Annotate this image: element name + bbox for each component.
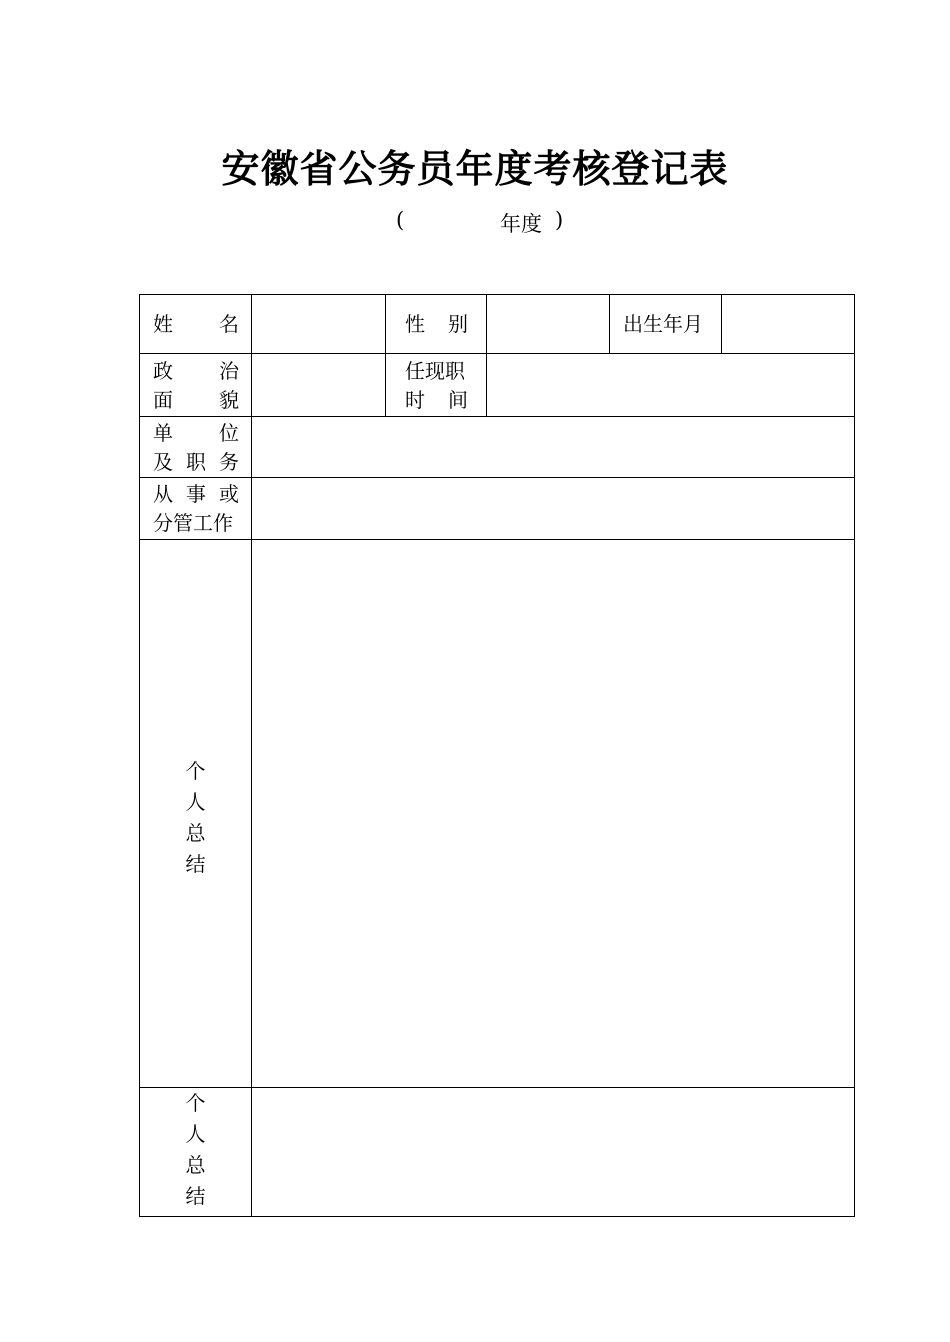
summary-label-char: 总 <box>185 821 206 845</box>
summary2-field[interactable] <box>252 1088 854 1216</box>
tenure-field[interactable] <box>487 354 854 417</box>
political-label-char: 政 <box>153 359 173 383</box>
summary-field[interactable] <box>252 540 854 1088</box>
tenure-label-line1: 任现职 <box>405 359 465 383</box>
summary2-label-char: 总 <box>185 1153 206 1177</box>
year-label: 年度 <box>500 212 542 236</box>
political-label-cell <box>140 354 252 417</box>
work-label-line2: 分管工作 <box>153 511 233 535</box>
summary2-label-char: 个 <box>185 1091 206 1115</box>
tenure-label-char: 间 <box>448 388 468 412</box>
summary-label-char: 个 <box>185 759 206 783</box>
work-label-char: 从 <box>153 482 173 506</box>
political-label-char: 貌 <box>219 388 239 412</box>
form-title: 安徽省公务员年度考核登记表 <box>221 147 729 191</box>
year-open-paren: ( <box>396 208 405 232</box>
work-field[interactable] <box>252 478 854 540</box>
summary-label-char: 结 <box>185 852 206 876</box>
unit-label-char: 单 <box>153 421 173 445</box>
unit-label-cell <box>140 417 252 478</box>
unit-label-char: 务 <box>219 450 239 474</box>
unit-label-char: 及 <box>153 450 173 474</box>
summary2-label-char: 人 <box>185 1122 206 1146</box>
political-label-char: 面 <box>153 388 173 412</box>
summary-label-char: 人 <box>185 790 206 814</box>
birth-label: 出生年月 <box>623 312 703 336</box>
name-field[interactable] <box>252 295 386 354</box>
birth-label-cell <box>610 295 722 354</box>
tenure-label-char: 时 <box>405 388 425 412</box>
summary-label-cell <box>140 540 252 1088</box>
unit-field[interactable] <box>252 417 854 478</box>
work-label-char: 或 <box>219 482 239 506</box>
work-label-char: 事 <box>186 482 206 506</box>
political-field[interactable] <box>252 354 386 417</box>
name-label-char: 名 <box>219 312 239 336</box>
summary2-label-char: 结 <box>185 1184 206 1208</box>
name-label-cell <box>140 295 252 354</box>
unit-label-char: 位 <box>219 421 239 445</box>
political-label-char: 治 <box>219 359 239 383</box>
name-label-char: 姓 <box>153 312 173 336</box>
summary2-label-cell <box>140 1088 252 1216</box>
gender-label-cell <box>386 295 487 354</box>
gender-label-char: 性 <box>405 312 425 336</box>
tenure-label-cell <box>386 354 487 417</box>
gender-field[interactable] <box>487 295 610 354</box>
unit-label-char: 职 <box>186 450 206 474</box>
birth-field[interactable] <box>722 295 854 354</box>
year-close-paren: ) <box>555 208 564 232</box>
year-line <box>0 208 950 238</box>
gender-label-char: 别 <box>448 312 468 336</box>
work-label-cell <box>140 478 252 540</box>
registration-form-table <box>139 294 855 1217</box>
